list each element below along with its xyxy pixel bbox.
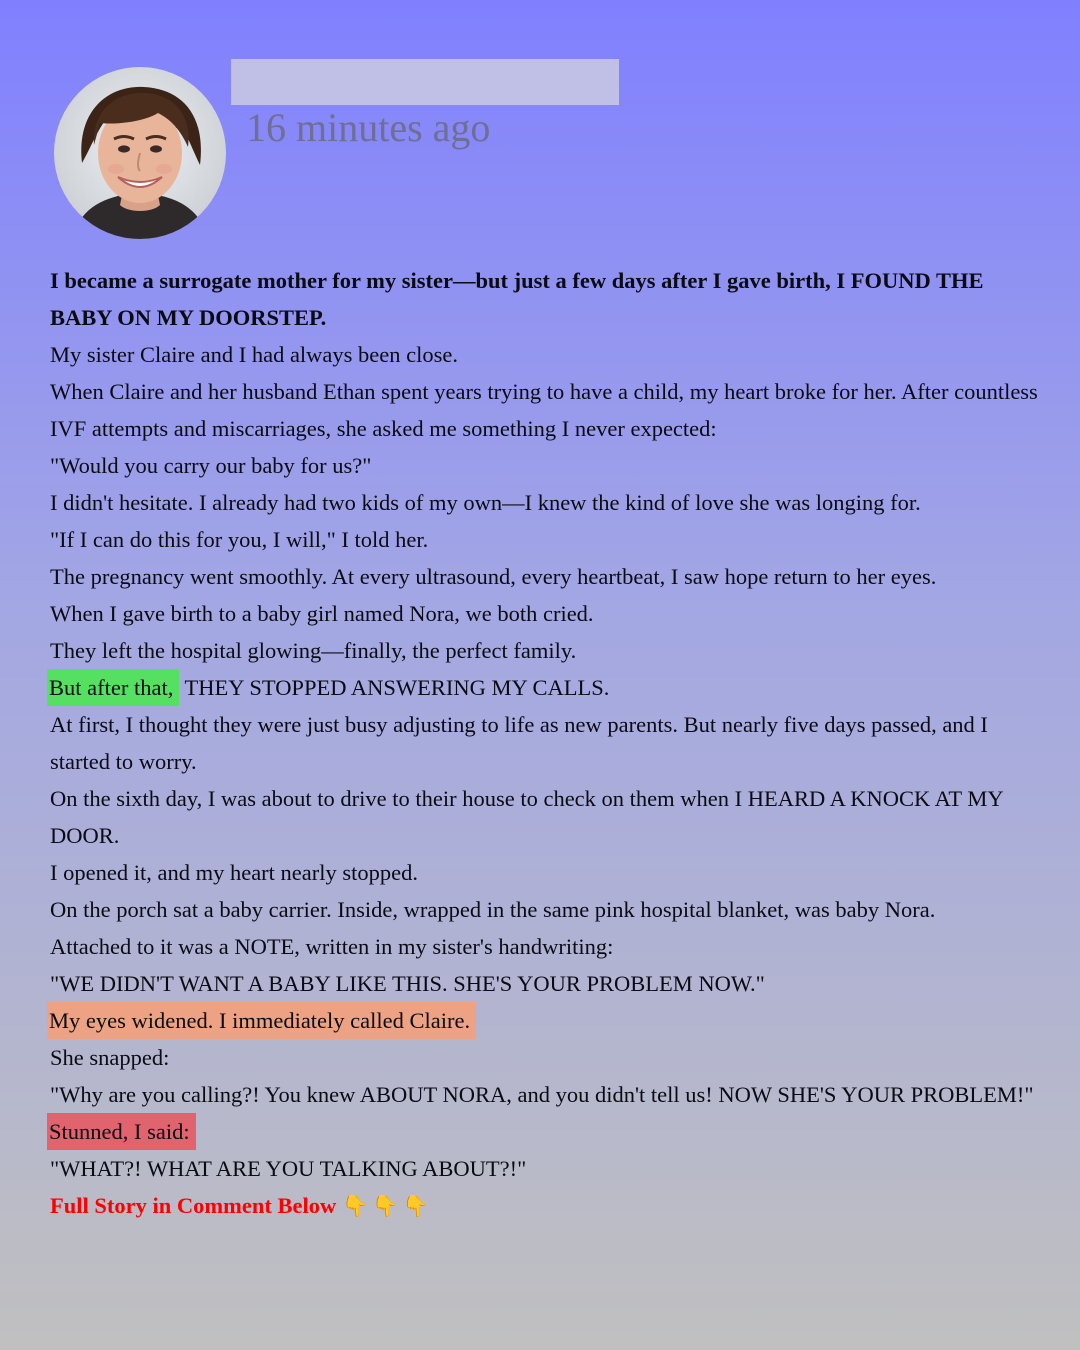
highlight-green: But after that,: [47, 669, 179, 706]
highlight-red: Stunned, I said:: [47, 1113, 196, 1150]
story-paragraph: On the porch sat a baby carrier. Inside, wrapped in the same pink hospital blanket, was baby Nora.: [50, 897, 936, 922]
story-paragraph: On the sixth day, I was about to drive to their house to check on them when I HEARD A KNOCK AT MY DOOR.: [50, 786, 1003, 848]
story-paragraph: She snapped:: [50, 1045, 170, 1070]
author-name[interactable]: [231, 59, 619, 105]
highlight-orange: My eyes widened. I immediately called Claire.: [47, 1002, 476, 1039]
story-text: THEY STOPPED ANSWERING MY CALLS.: [179, 675, 610, 700]
story-paragraph: "WE DIDN'T WANT A BABY LIKE THIS. SHE'S YOUR PROBLEM NOW.": [50, 971, 765, 996]
story-paragraph: When Claire and her husband Ethan spent years trying to have a child, my heart broke for her. After countless IVF attempts and miscarriages, she asked me something I never expected:: [50, 379, 1038, 441]
cta-link[interactable]: Full Story in Comment Below: [50, 1193, 337, 1218]
story-paragraph: At first, I thought they were just busy adjusting to life as new parents. But nearly five days passed, and I started to worry.: [50, 712, 988, 774]
story-paragraph: My sister Claire and I had always been close.: [50, 342, 458, 367]
story-paragraph: Attached to it was a NOTE, written in my sister's handwriting:: [50, 934, 614, 959]
story-paragraph: The pregnancy went smoothly. At every ultrasound, every heartbeat, I saw hope return to her eyes.: [50, 564, 937, 589]
story-paragraph: They left the hospital glowing—finally, the perfect family.: [50, 638, 577, 663]
pointing-down-hand-icon: 👇👇👇: [342, 1194, 433, 1218]
cta-line[interactable]: [50, 1187, 1040, 1225]
story-paragraph: [50, 1002, 1040, 1039]
story-paragraph: "Would you carry our baby for us?": [50, 453, 372, 478]
story-paragraph: When I gave birth to a baby girl named Nora, we both cried.: [50, 601, 594, 626]
story-paragraph: I opened it, and my heart nearly stopped.: [50, 860, 419, 885]
story-paragraph: "Why are you calling?! You knew ABOUT NORA, and you didn't tell us! NOW SHE'S YOUR PROBLEM!": [50, 1082, 1034, 1107]
story-headline: I became a surrogate mother for my sister—but just a few days after I gave birth, I FOUND THE BABY ON MY DOORSTEP.: [50, 268, 984, 330]
story-paragraph: I didn't hesitate. I already had two kids of my own—I knew the kind of love she was longing for.: [50, 490, 921, 515]
story-paragraph: [50, 1113, 1040, 1150]
story-paragraph: [50, 669, 1040, 706]
story-paragraph: "WHAT?! WHAT ARE YOU TALKING ABOUT?!": [50, 1156, 527, 1181]
post-timestamp[interactable]: 16 minutes ago: [246, 105, 491, 150]
story-paragraph: "If I can do this for you, I will," I told her.: [50, 527, 429, 552]
post-header: [0, 0, 1080, 260]
post-body: [50, 262, 1040, 1225]
avatar-portrait-icon: [54, 67, 226, 239]
author-avatar[interactable]: [54, 67, 226, 239]
